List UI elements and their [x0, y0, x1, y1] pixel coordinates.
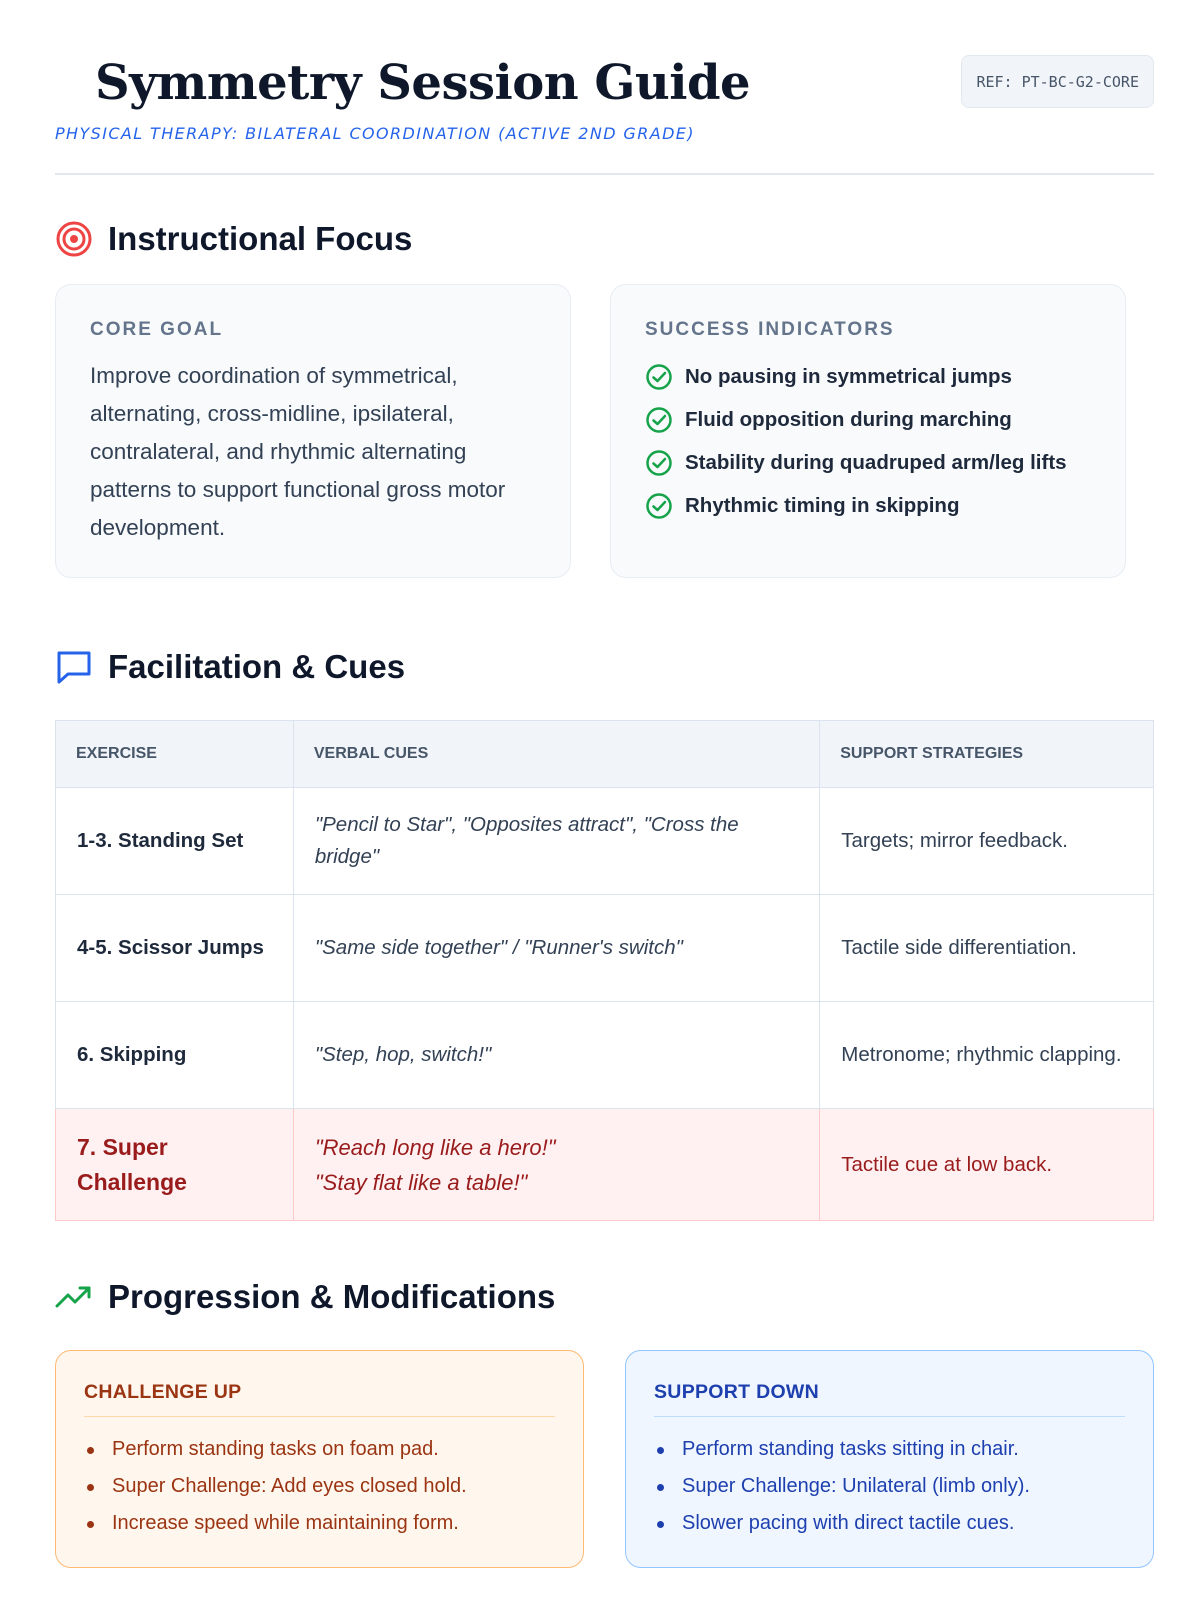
challenge-up-title: CHALLENGE UP — [84, 1381, 555, 1417]
support-down-list — [654, 1431, 1125, 1542]
indicator-text: Stability during quadruped arm/leg lifts — [685, 450, 1067, 474]
exercise-cell: 1-3. Standing Set — [56, 788, 294, 895]
support-down-box — [625, 1350, 1154, 1568]
section-heading-instructional-focus — [55, 220, 412, 258]
reference-badge: REF: PT-BC-G2-CORE — [961, 55, 1154, 108]
list-item: Super Challenge: Unilateral (limb only). — [654, 1468, 1125, 1505]
section-heading-facilitation-cues — [55, 648, 405, 686]
list-item — [645, 355, 1091, 398]
list-item: Super Challenge: Add eyes closed hold. — [84, 1468, 555, 1505]
challenge-up-box — [55, 1350, 584, 1568]
core-goal-text: Improve coordination of symmetrical, alternating, cross-midline, ipsilateral, contralateral, and rhythmic alternating patterns to support functional gross motor development. — [90, 363, 506, 540]
section-title: Instructional Focus — [108, 220, 413, 257]
support-down-title: SUPPORT DOWN — [654, 1381, 1125, 1417]
section-title: Progression & Modifications — [108, 1278, 556, 1315]
support-cell: Metronome; rhythmic clapping. — [820, 1002, 1154, 1109]
verbal-cue-cell: "Same side together" / "Runner's switch" — [293, 895, 819, 1002]
section-heading-progression — [55, 1278, 555, 1316]
indicator-text: No pausing in symmetrical jumps — [685, 364, 1012, 388]
challenge-up-list — [84, 1431, 555, 1542]
speech-bubble-icon — [55, 648, 93, 686]
success-indicators-label: SUCCESS INDICATORS — [645, 319, 895, 340]
table-row — [56, 1002, 1154, 1109]
success-indicators-card — [610, 284, 1126, 578]
indicator-text: Fluid opposition during marching — [685, 407, 1012, 431]
column-header-verbal-cues: VERBAL CUES — [293, 721, 819, 788]
support-cell: Targets; mirror feedback. — [820, 788, 1154, 895]
exercise-cell: 6. Skipping — [56, 1002, 294, 1109]
exercise-cell: 4-5. Scissor Jumps — [56, 895, 294, 1002]
check-circle-icon — [645, 406, 673, 434]
core-goal-card — [55, 284, 571, 578]
table-row — [56, 788, 1154, 895]
check-circle-icon — [645, 363, 673, 391]
indicator-text: Rhythmic timing in skipping — [685, 493, 960, 517]
support-cell: Tactile cue at low back. — [820, 1109, 1154, 1221]
success-indicator-list — [645, 355, 1091, 527]
trending-up-icon — [55, 1278, 93, 1316]
table-row-highlighted — [56, 1109, 1154, 1221]
list-item: Increase speed while maintaining form. — [84, 1505, 555, 1542]
section-title: Facilitation & Cues — [108, 648, 406, 685]
page-title: Symmetry Session Guide — [95, 55, 751, 111]
verbal-cue-line: "Reach long like a hero!" — [314, 1134, 556, 1160]
target-icon — [55, 220, 93, 258]
list-item: Slower pacing with direct tactile cues. — [654, 1505, 1125, 1542]
list-item — [645, 484, 1091, 527]
list-item — [645, 441, 1091, 484]
page-subtitle: PHYSICAL THERAPY: BILATERAL COORDINATION (ACTIVE 2ND GRADE) — [55, 124, 695, 143]
table-row — [56, 895, 1154, 1002]
support-cell: Tactile side differentiation. — [820, 895, 1154, 1002]
check-circle-icon — [645, 492, 673, 520]
core-goal-label: CORE GOAL — [90, 319, 224, 340]
session-guide-page — [55, 0, 1154, 1534]
list-item: Perform standing tasks on foam pad. — [84, 1431, 555, 1468]
table-header-row — [56, 721, 1154, 788]
verbal-cue-line: "Stay flat like a table!" — [314, 1169, 528, 1195]
verbal-cue-cell — [293, 1109, 819, 1221]
column-header-exercise: EXERCISE — [56, 721, 294, 788]
column-header-support-strategies: SUPPORT STRATEGIES — [820, 721, 1154, 788]
cues-table — [55, 720, 1154, 1221]
verbal-cue-cell: "Pencil to Star", "Opposites attract", "Cross the bridge" — [293, 788, 819, 895]
list-item: Perform standing tasks sitting in chair. — [654, 1431, 1125, 1468]
verbal-cue-cell: "Step, hop, switch!" — [293, 1002, 819, 1109]
list-item — [645, 398, 1091, 441]
check-circle-icon — [645, 449, 673, 477]
exercise-cell: 7. Super Challenge — [56, 1109, 294, 1221]
page-header — [55, 0, 1154, 175]
